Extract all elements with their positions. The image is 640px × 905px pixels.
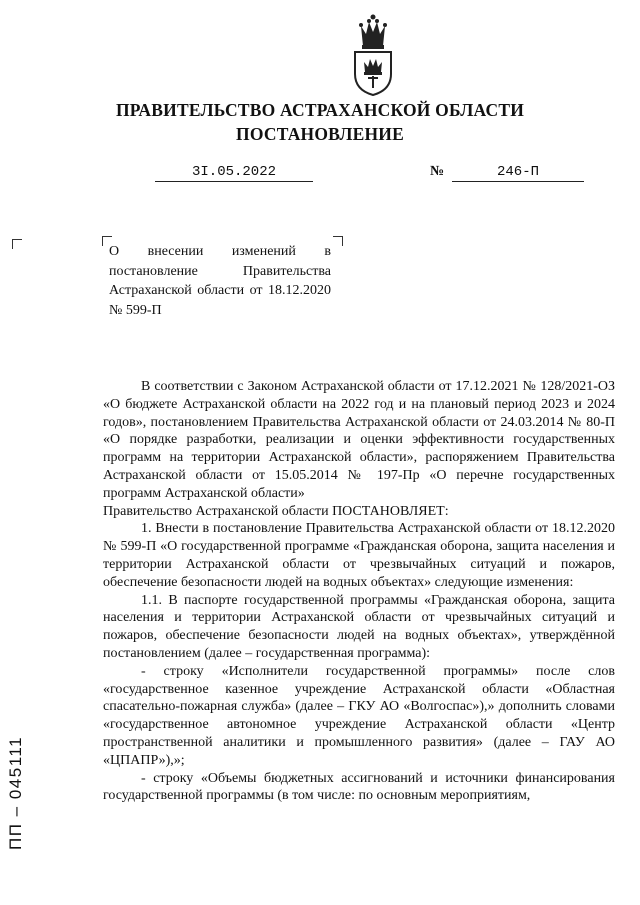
subject-block: О внесении изменений в постановление Правительства Астраханской области от 18.12.2020 № 599-П — [109, 244, 331, 318]
margin-serial-number: ПП – 045111 — [6, 735, 25, 850]
date-underline — [155, 181, 313, 182]
paragraph-legal-basis: В соответствии с Законом Астраханской области от 17.12.2021 № 128/2021-ОЗ «О бюджете Астраханской области на 2022 год и на плановый период 2023 и 2024 годов», постановлением Правительства Астраханской области от 24.03.2014 № 80-П «О порядке разработки, реализации и оценки эффективности государственных программ на территории Астраханской области», распоряжением Правительства Астраханской области от 15.05.2014 № 197-Пр «О перечне государственных программ Астраханской области» — [103, 379, 615, 501]
paragraph-bullet-executors: - строку «Исполнители государственной программы» после слов «государственное казенное учреждение Астраханской области «Областная спасательно-пожарная служба» (далее – ГКУ АО «Волгоспас»),» дополнить словами «государственное автономное учреждение Астраханской области «Центр пространственной аналитики и промышленного развития» (далее – ГАУ АО «ЦПАПР»),»; — [103, 663, 615, 768]
government-name: ПРАВИТЕЛЬСТВО АСТРАХАНСКОЙ ОБЛАСТИ — [115, 100, 525, 120]
document-number: 246-П — [496, 164, 539, 180]
coat-of-arms-icon — [349, 12, 397, 96]
margin-corner-mark — [12, 239, 22, 249]
paragraph-bullet-budget: - строку «Объемы бюджетных ассигнований и источники финансирования государственной программы (в том числе: по основным мероприятиям, — [103, 770, 615, 804]
document-date: 3I.05.2022 — [191, 164, 276, 180]
document-body — [103, 378, 615, 805]
paragraph-item-1-1: 1.1. В паспорте государственной программы «Гражданская оборона, защита населения и территории Астраханской области от чрезвычайных ситуаций и пожаров, обеспечение безопасности людей на водных объектах», утверждённой постановлением (далее – государственная программа): — [103, 592, 615, 661]
paragraph-resolves: Правительство Астраханской области ПОСТАНОВЛЯЕТ: — [103, 503, 449, 519]
paragraph-item-1: 1. Внести в постановление Правительства Астраханской области от 18.12.2020 № 599-П «О государственной программе «Гражданская оборона, защита населения и территории Астраханской области от чрезвычайных ситуаций и пожаров, обеспечение безопасности людей на водных объектах» следующие изменения: — [103, 521, 615, 590]
subject-corner-right — [333, 236, 343, 246]
number-sign: № — [430, 164, 445, 179]
number-underline — [452, 181, 584, 182]
document-type: ПОСТАНОВЛЕНИЕ — [236, 124, 404, 144]
